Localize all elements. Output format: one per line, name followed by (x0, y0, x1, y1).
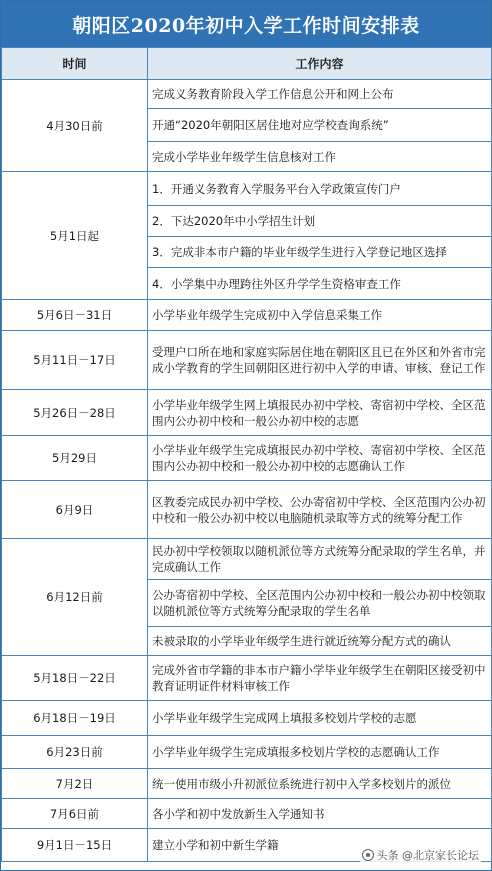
content-item (148, 109, 491, 142)
content-text: 完成小学毕业年级学生信息核对工作 (152, 149, 336, 164)
row-time: 9月1日－15日 (2, 829, 148, 862)
content-item (148, 539, 491, 580)
row-content (148, 300, 492, 331)
row-time: 7月6日前 (2, 799, 148, 829)
row-time: 7月2日 (2, 769, 148, 799)
content-text: 区教委完成民办初中学校、公办寄宿初中学校、全区范围内公办初中校和一般公办初中校以电脑随机录取等方式的统筹分配工作 (152, 494, 486, 525)
row-time: 6月9日 (2, 481, 148, 539)
content-text: 2．下达2020年中小学招生计划 (152, 214, 316, 228)
content-item (148, 580, 491, 627)
content-text: 小学毕业年级学生完成网上填报多校划片学校的志愿 (152, 711, 417, 725)
content-item (148, 736, 491, 768)
header-row (2, 48, 492, 80)
content-text: 民办初中学校领取以随机派位等方式统筹分配录取的学生名单，并完成确认工作 (152, 544, 486, 574)
table-row (2, 656, 492, 701)
header-content: 工作内容 (148, 48, 492, 80)
content-item (148, 268, 491, 299)
content-item (148, 701, 491, 735)
content-item (148, 80, 491, 109)
row-content (148, 390, 492, 436)
row-time: 6月12日前 (2, 539, 148, 656)
row-content (148, 539, 492, 656)
row-time: 6月18日－19日 (2, 701, 148, 736)
content-text: 3．完成非本市户籍的毕业年级学生进行入学登记地区选择 (152, 245, 447, 259)
row-time: 5月1日起 (2, 172, 148, 300)
content-text: 小学毕业年级学生完成填报多校划片学校的志愿确认工作 (152, 745, 440, 759)
content-text: 小学毕业年级学生网上填报民办初中学校、寄宿初中学校、全区范围内公办初中校和一般公办初中校的志愿 (152, 397, 486, 428)
row-time: 5月6日－31日 (2, 300, 148, 331)
table-title: 朝阳区2020年初中入学工作时间安排表 (1, 1, 491, 47)
row-content (148, 736, 492, 769)
row-time: 5月18日－22日 (2, 656, 148, 701)
content-item (148, 331, 491, 389)
watermark (360, 846, 482, 864)
table-row (2, 701, 492, 736)
content-item (148, 481, 491, 538)
content-item (148, 769, 491, 798)
table-row (2, 736, 492, 769)
row-time: 5月29日 (2, 436, 148, 481)
content-text: 1．开通义务教育入学服务平台入学政策宣传门户 (152, 181, 401, 196)
table-row (2, 390, 492, 436)
row-time: 4月30日前 (2, 80, 148, 172)
table-row (2, 769, 492, 799)
row-content (148, 701, 492, 736)
content-text: 4．小学集中办理跨往外区升学学生资格审查工作 (152, 276, 401, 291)
row-time: 6月23日前 (2, 736, 148, 769)
content-text: 受理户口所在地和家庭实际居住地在朝阳区且已在外区和外省市完成小学教育的学生回朝阳区进行初中入学的申请、审核、登记工作 (152, 345, 486, 375)
table-row (2, 80, 492, 172)
content-text: 各小学和初中发放新生入学通知书 (152, 806, 325, 821)
row-content (148, 481, 492, 539)
table-row (2, 539, 492, 656)
content-text: 建立小学和初中新生学籍 (152, 838, 279, 852)
row-content (148, 172, 492, 300)
row-content (148, 331, 492, 390)
content-text: 小学毕业年级学生完成填报民办初中学校、寄宿初中学校、全区范围内公办初中校和一般公办初中校的志愿确认工作 (152, 443, 486, 473)
table-row (2, 799, 492, 829)
content-item (148, 206, 491, 237)
schedule-rows (2, 80, 492, 862)
content-text: 开通“2020年朝阳区居住地对应学校查询系统” (152, 118, 389, 132)
content-item (148, 627, 491, 655)
content-text: 小学毕业年级学生完成初中入学信息采集工作 (152, 308, 382, 322)
content-text: 未被录取的小学毕业年级学生进行就近统筹分配方式的确认 (152, 634, 451, 648)
content-text: 统一使用市级小升初派位系统进行初中入学多校划片的派位 (152, 776, 451, 791)
table-row (2, 331, 492, 390)
content-item (148, 799, 491, 828)
content-text: 完成外省市学籍的非本市户籍小学毕业年级学生在朝阳区接受初中教育证明证件材料审核工作 (152, 663, 486, 693)
watermark-text: 头条 @北京家长论坛 (376, 849, 479, 862)
content-text: 公办寄宿初中学校、全区范围内公办初中校和一般公办初中校领取以随机派位等方式统筹分配录取的学生名单 (152, 588, 486, 618)
content-item (148, 237, 491, 268)
content-item (148, 142, 491, 171)
header-time: 时间 (2, 48, 148, 80)
row-content (148, 799, 492, 829)
content-item (148, 172, 491, 206)
row-content (148, 436, 492, 481)
content-item (148, 300, 491, 330)
table-row (2, 481, 492, 539)
content-item (148, 436, 491, 480)
content-item (148, 656, 491, 700)
camera-icon (362, 849, 374, 861)
content-text: 完成义务教育阶段入学工作信息公开和网上公布 (152, 87, 394, 101)
table-row (2, 300, 492, 331)
content-item (148, 390, 491, 435)
row-time: 5月26日－28日 (2, 390, 148, 436)
schedule-table (1, 47, 492, 862)
row-content (148, 656, 492, 701)
row-time: 5月11日－17日 (2, 331, 148, 390)
table-row (2, 436, 492, 481)
row-content (148, 80, 492, 172)
row-content (148, 769, 492, 799)
table-row (2, 172, 492, 300)
